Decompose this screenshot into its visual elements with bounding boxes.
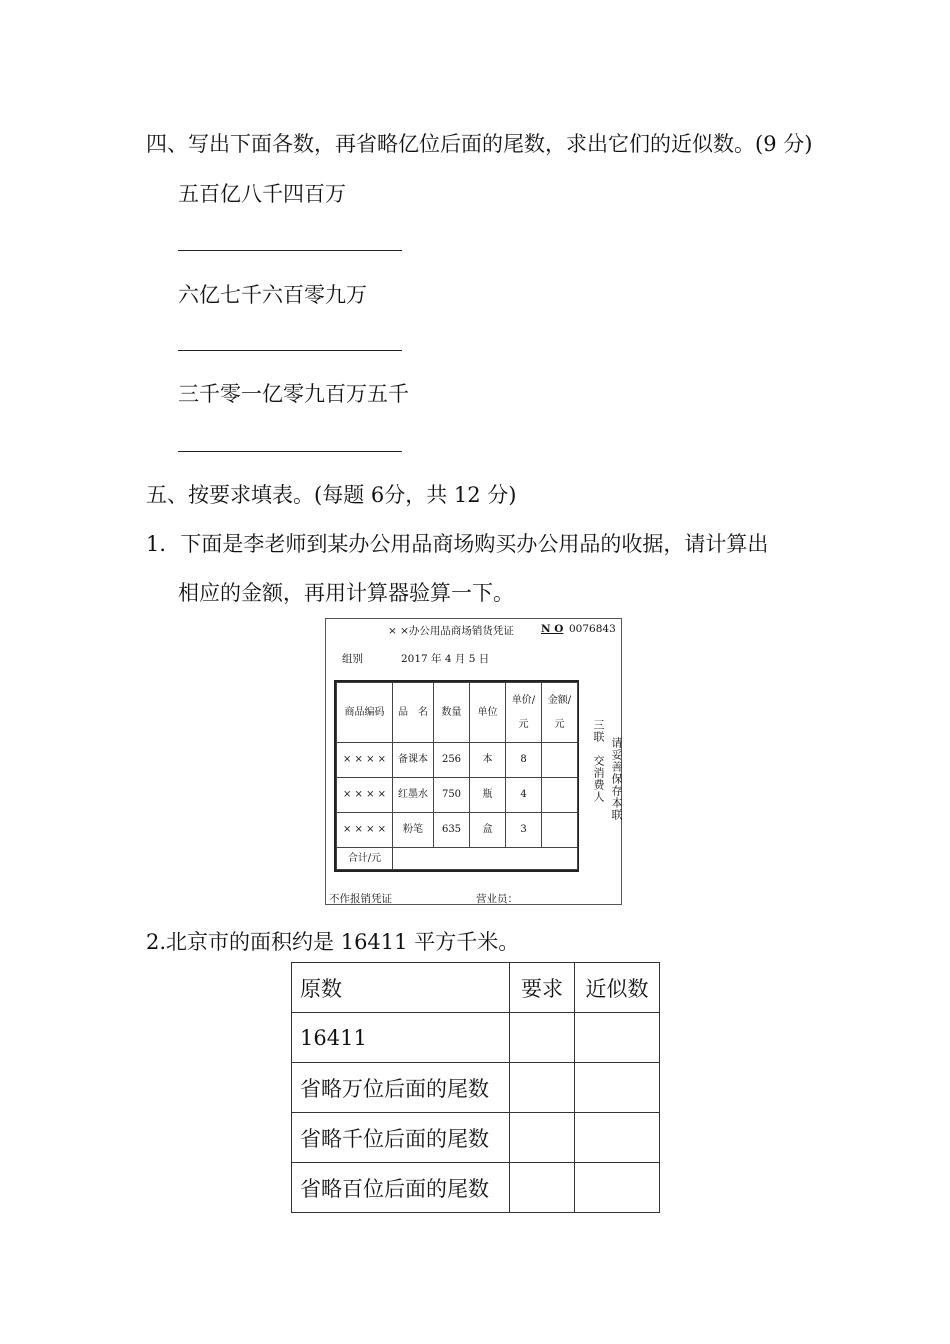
receipt-title: × ×办公用品商场销货凭证	[388, 625, 514, 637]
approx-cell[interactable]	[575, 1013, 660, 1063]
requirement-cell[interactable]	[510, 1113, 575, 1163]
table-row: × × × × 红墨水 750 瓶 4	[337, 778, 578, 813]
requirement-cell[interactable]	[510, 1063, 575, 1113]
answer-blank-3[interactable]	[178, 451, 402, 452]
section4-item-2: 六亿七千六百零九万	[178, 283, 367, 307]
q2-text: 2.北京市的面积约是 16411 平方千米。	[146, 930, 520, 954]
header-unit: 单位	[470, 683, 506, 743]
receipt-date: 2017 年 4 月 5 日	[401, 653, 490, 665]
approx-cell[interactable]	[575, 1163, 660, 1213]
header-amount: 金额/ 元	[542, 683, 578, 743]
receipt	[325, 618, 622, 905]
col-header-requirement: 要求	[510, 963, 575, 1013]
header-name: 品 名	[393, 683, 434, 743]
approx-cell[interactable]	[575, 1113, 660, 1163]
amount-cell-2[interactable]	[542, 778, 578, 813]
section4-item-3: 三千零一亿零九百万五千	[178, 382, 409, 406]
receipt-side-note-2: 请妥善保存本联	[610, 737, 623, 821]
receipt-group-label: 组别	[342, 653, 363, 665]
amount-cell-3[interactable]	[542, 813, 578, 848]
table-row: × × × × 备课本 256 本 8	[337, 743, 578, 778]
col-header-approx: 近似数	[575, 963, 660, 1013]
section5-heading: 五、按要求填表。(每题 6分，共 12 分)	[146, 483, 517, 507]
header-price: 单价/ 元	[506, 683, 542, 743]
q1-text-line2: 相应的金额，再用计算器验算一下。	[178, 581, 514, 605]
requirement-cell[interactable]	[510, 1013, 575, 1063]
receipt-table	[334, 680, 579, 872]
section4-heading: 四、写出下面各数，再省略亿位后面的尾数，求出它们的近似数。(9 分)	[146, 132, 813, 156]
section4-item-1: 五百亿八千四百万	[178, 182, 346, 206]
receipt-no-label: N O	[541, 623, 564, 635]
header-code: 商品编码	[337, 683, 393, 743]
table-row: 省略万位后面的尾数	[292, 1063, 660, 1113]
header-qty: 数量	[434, 683, 470, 743]
requirement-cell[interactable]	[510, 1163, 575, 1213]
total-cell[interactable]	[393, 848, 578, 870]
col-header-original: 原数	[292, 963, 510, 1013]
receipt-side-note-1: 三联 交消费人	[592, 719, 605, 803]
approx-cell[interactable]	[575, 1063, 660, 1113]
amount-cell-1[interactable]	[542, 743, 578, 778]
table-row: 16411	[292, 1013, 660, 1063]
table-row: × × × × 粉笔 635 盒 3	[337, 813, 578, 848]
total-label: 合计/元	[337, 848, 393, 870]
q1-text-line1: 1．下面是李老师到某办公用品商场购买办公用品的收据，请计算出	[146, 532, 769, 556]
approximation-table	[291, 962, 660, 1213]
receipt-no-value: 0076843	[569, 623, 616, 635]
answer-blank-1[interactable]	[178, 250, 402, 251]
table-row: 省略百位后面的尾数	[292, 1163, 660, 1213]
answer-blank-2[interactable]	[178, 350, 402, 351]
table-row: 省略千位后面的尾数	[292, 1113, 660, 1163]
receipt-footer-right: 营业员：	[476, 893, 518, 905]
receipt-footer-left: 不作报销凭证	[329, 893, 392, 905]
